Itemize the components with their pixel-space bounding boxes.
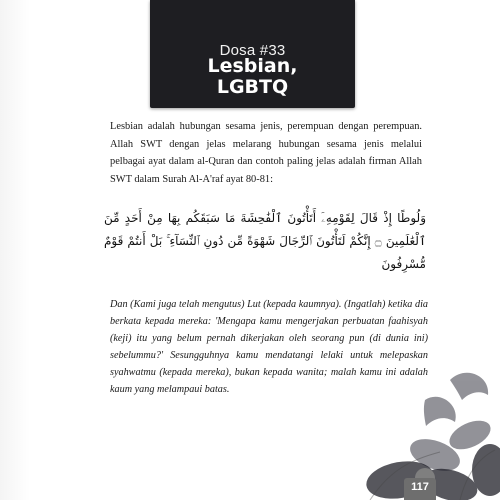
chapter-title xyxy=(150,56,355,98)
chapter-title-line-1: Lesbian, xyxy=(207,55,298,77)
chapter-title-line-2: LGBTQ xyxy=(216,76,289,98)
sin-number-label: Dosa #33 xyxy=(219,42,286,59)
verse-translation: Dan (Kami juga telah mengutus) Lut (kepada kaumnya). (Ingatlah) ketika dia berkata kepada mereka: 'Mengapa kamu mengerjakan perbuatan faahisyah (keji) itu yang belum pernah dikerjakan oleh seorang pun (di dunia ini) sebelummu?' Sesungguhnya kamu mendatangi lelaki untuk melepaskan syahwatmu (kepada mereka), bukan kepada wanita; malah kamu ini adalah kaum yang melampaui batas. xyxy=(110,299,428,395)
page-number: 117 xyxy=(411,481,429,493)
intro-paragraph: Lesbian adalah hubungan sesama jenis, perempuan dengan perempuan. Allah SWT dengan jelas melarang hubungan sesama jenis melalui pelbagai ayat dalam al-Quran dan contoh paling jelas adalah firman Allah SWT dalam Surah Al-A'raf ayat 80-81: xyxy=(110,121,422,185)
chapter-header-band xyxy=(150,0,355,108)
arabic-verse: وَلُوطًا إِذْ قَالَ لِقَوْمِهِۦٓ أَتَأْتُونَ ٱلْفَٰحِشَةَ مَا سَبَقَكُم بِهَا مِنْ أَحَدٍ مِّنَ ٱلْعَٰلَمِينَ ۝ إِنَّكُمْ لَتَأْتُونَ ٱلرِّجَالَ شَهْوَةً مِّن دُونِ ٱلنِّسَآءِ ۚ بَلْ أَنتُمْ قَوْمٌ مُّسْرِفُونَ xyxy=(104,211,426,271)
